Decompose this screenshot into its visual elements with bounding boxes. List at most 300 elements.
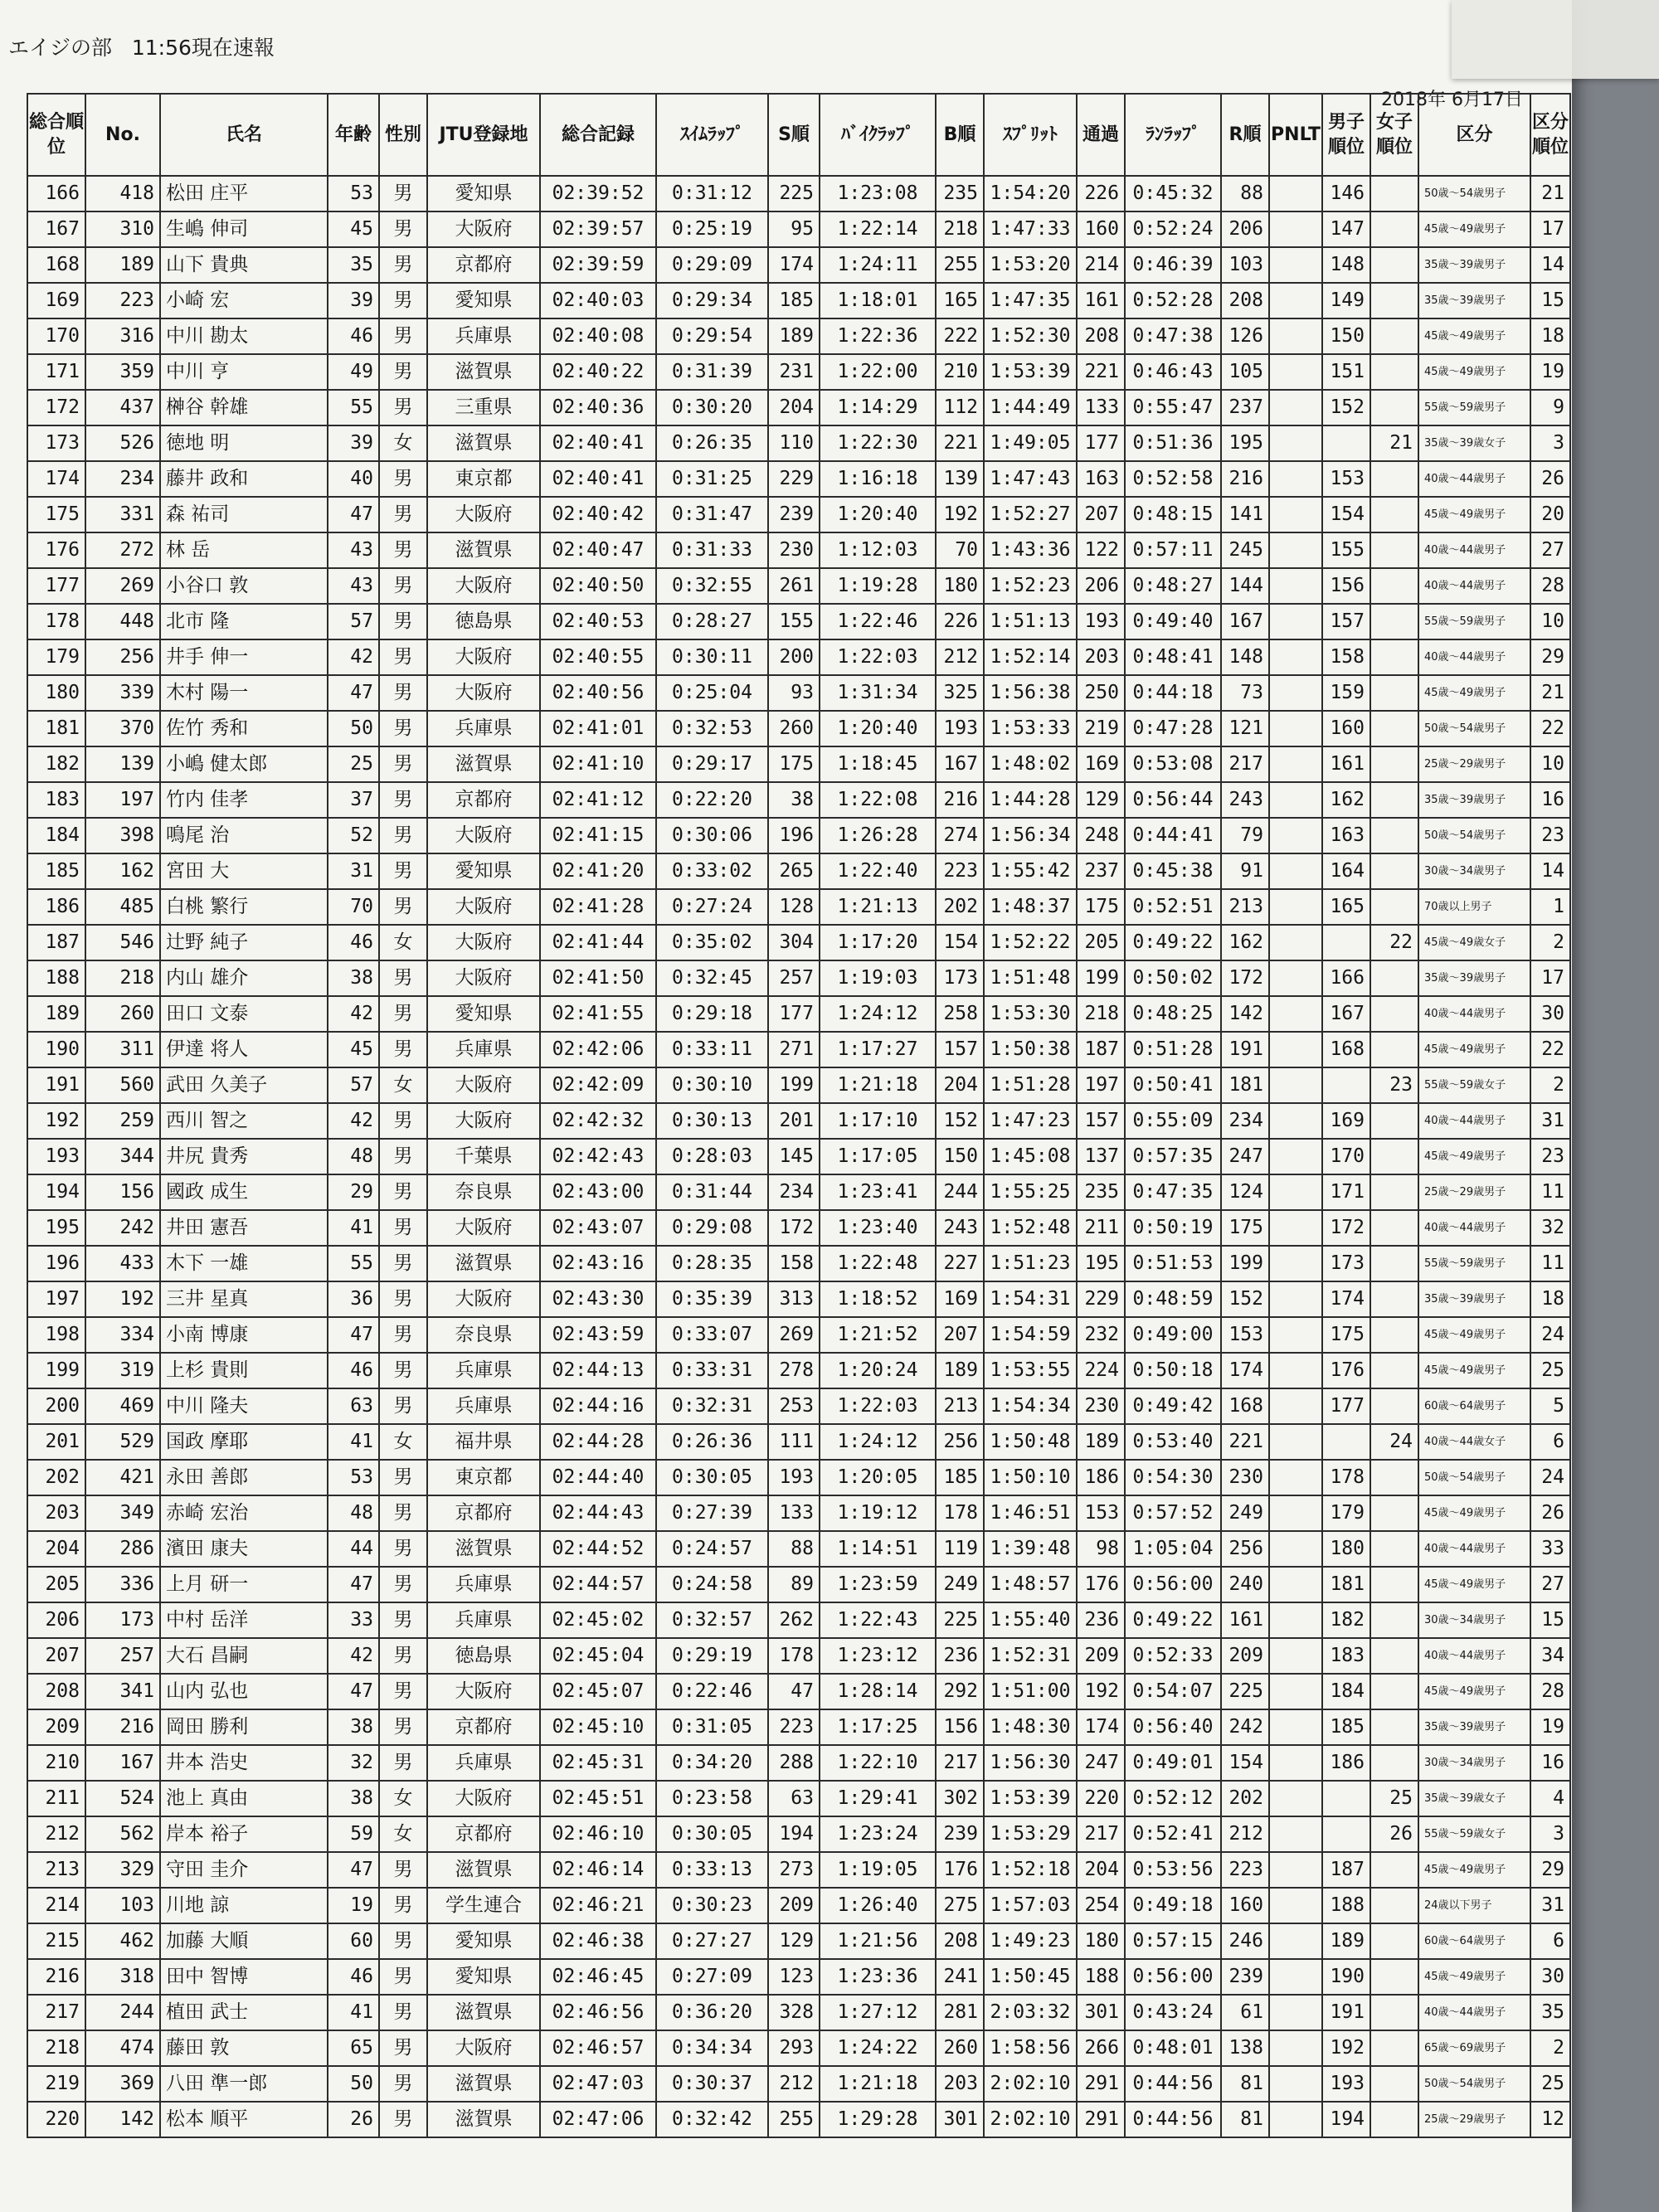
cell-female-rank bbox=[1370, 1602, 1418, 1638]
cell-split-time: 1:46:51 bbox=[984, 1495, 1077, 1531]
cell-penalty bbox=[1269, 1317, 1322, 1353]
cell-bike-lap: 1:20:40 bbox=[820, 497, 936, 532]
cell-jtu-region: 大阪府 bbox=[427, 960, 540, 996]
cell-bib-number: 259 bbox=[85, 1103, 160, 1139]
cell-jtu-region: 大阪府 bbox=[427, 1674, 540, 1709]
cell-category: 45歳～49歳男子 bbox=[1418, 354, 1530, 390]
cell-run-rank: 212 bbox=[1221, 1816, 1269, 1852]
cell-overall-rank: 185 bbox=[27, 853, 85, 889]
cell-bike-lap: 1:19:12 bbox=[820, 1495, 936, 1531]
cell-run-lap: 0:52:33 bbox=[1125, 1638, 1221, 1674]
cell-category: 35歳～39歳男子 bbox=[1418, 960, 1530, 996]
cell-male-rank: 184 bbox=[1322, 1674, 1370, 1709]
cell-jtu-region: 京都府 bbox=[427, 1709, 540, 1745]
cell-jtu-region: 滋賀県 bbox=[427, 1246, 540, 1281]
cell-jtu-region: 大阪府 bbox=[427, 818, 540, 853]
cell-run-rank: 223 bbox=[1221, 1852, 1269, 1888]
cell-swim-rank: 172 bbox=[768, 1210, 820, 1246]
cell-category-rank: 9 bbox=[1530, 390, 1570, 425]
cell-split-rank: 204 bbox=[1077, 1852, 1125, 1888]
cell-bike-rank: 244 bbox=[936, 1174, 984, 1210]
cell-bike-rank: 203 bbox=[936, 2066, 984, 2102]
cell-bike-rank: 243 bbox=[936, 1210, 984, 1246]
cell-male-rank bbox=[1322, 1067, 1370, 1103]
cell-split-rank: 193 bbox=[1077, 604, 1125, 639]
column-header-split-rank: 通過 bbox=[1077, 94, 1125, 176]
cell-male-rank: 180 bbox=[1322, 1531, 1370, 1567]
cell-run-lap: 0:45:32 bbox=[1125, 176, 1221, 211]
cell-run-lap: 0:48:27 bbox=[1125, 568, 1221, 604]
cell-bib-number: 524 bbox=[85, 1781, 160, 1816]
table-row bbox=[27, 1959, 1570, 1995]
cell-athlete-name: 大石 昌嗣 bbox=[160, 1638, 328, 1674]
cell-total-time: 02:45:10 bbox=[540, 1709, 656, 1745]
cell-category-rank: 18 bbox=[1530, 318, 1570, 354]
table-row bbox=[27, 782, 1570, 818]
cell-athlete-name: 竹内 佳孝 bbox=[160, 782, 328, 818]
cell-female-rank bbox=[1370, 1531, 1418, 1567]
cell-male-rank: 156 bbox=[1322, 568, 1370, 604]
cell-female-rank bbox=[1370, 1281, 1418, 1317]
cell-swim-rank: 110 bbox=[768, 425, 820, 461]
cell-age: 50 bbox=[328, 2066, 379, 2102]
cell-jtu-region: 京都府 bbox=[427, 782, 540, 818]
cell-run-rank: 91 bbox=[1221, 853, 1269, 889]
cell-male-rank: 190 bbox=[1322, 1959, 1370, 1995]
cell-male-rank: 192 bbox=[1322, 2030, 1370, 2066]
cell-athlete-name: 岡田 勝利 bbox=[160, 1709, 328, 1745]
cell-run-lap: 0:53:40 bbox=[1125, 1424, 1221, 1460]
cell-swim-lap: 0:31:33 bbox=[656, 532, 768, 568]
cell-bike-rank: 218 bbox=[936, 211, 984, 247]
table-row bbox=[27, 176, 1570, 211]
cell-total-time: 02:46:57 bbox=[540, 2030, 656, 2066]
cell-split-time: 1:57:03 bbox=[984, 1888, 1077, 1923]
cell-swim-lap: 0:30:37 bbox=[656, 2066, 768, 2102]
cell-swim-rank: 196 bbox=[768, 818, 820, 853]
cell-category-rank: 32 bbox=[1530, 1210, 1570, 1246]
cell-jtu-region: 愛知県 bbox=[427, 176, 540, 211]
table-row bbox=[27, 1032, 1570, 1067]
cell-category-rank: 27 bbox=[1530, 1567, 1570, 1602]
cell-split-time: 1:55:42 bbox=[984, 853, 1077, 889]
cell-athlete-name: 松本 順平 bbox=[160, 2102, 328, 2137]
cell-total-time: 02:45:51 bbox=[540, 1781, 656, 1816]
cell-bike-lap: 1:23:40 bbox=[820, 1210, 936, 1246]
cell-female-rank bbox=[1370, 639, 1418, 675]
cell-category: 45歳～49歳男子 bbox=[1418, 1139, 1530, 1174]
cell-category-rank: 28 bbox=[1530, 1674, 1570, 1709]
cell-penalty bbox=[1269, 1531, 1322, 1567]
cell-male-rank: 158 bbox=[1322, 639, 1370, 675]
cell-penalty bbox=[1269, 1995, 1322, 2030]
cell-gender: 男 bbox=[379, 1317, 427, 1353]
cell-run-lap: 0:49:40 bbox=[1125, 604, 1221, 639]
cell-run-rank: 195 bbox=[1221, 425, 1269, 461]
cell-overall-rank: 181 bbox=[27, 711, 85, 746]
cell-split-time: 1:58:56 bbox=[984, 2030, 1077, 2066]
cell-penalty bbox=[1269, 1495, 1322, 1531]
cell-split-time: 1:52:18 bbox=[984, 1852, 1077, 1888]
cell-split-rank: 180 bbox=[1077, 1923, 1125, 1959]
cell-run-rank: 213 bbox=[1221, 889, 1269, 925]
cell-age: 50 bbox=[328, 711, 379, 746]
table-row bbox=[27, 746, 1570, 782]
cell-bike-lap: 1:20:24 bbox=[820, 1353, 936, 1388]
cell-bib-number: 369 bbox=[85, 2066, 160, 2102]
cell-split-rank: 163 bbox=[1077, 461, 1125, 497]
cell-jtu-region: 奈良県 bbox=[427, 1174, 540, 1210]
column-header-male-rank: 男子順位 bbox=[1322, 94, 1370, 176]
cell-gender: 男 bbox=[379, 1709, 427, 1745]
cell-male-rank: 187 bbox=[1322, 1852, 1370, 1888]
cell-age: 26 bbox=[328, 2102, 379, 2137]
cell-jtu-region: 兵庫県 bbox=[427, 318, 540, 354]
cell-category: 30歳～34歳男子 bbox=[1418, 1745, 1530, 1781]
cell-category-rank: 16 bbox=[1530, 782, 1570, 818]
cell-overall-rank: 202 bbox=[27, 1460, 85, 1495]
cell-gender: 男 bbox=[379, 1674, 427, 1709]
cell-bike-rank: 292 bbox=[936, 1674, 984, 1709]
cell-jtu-region: 大阪府 bbox=[427, 1103, 540, 1139]
cell-bib-number: 103 bbox=[85, 1888, 160, 1923]
table-row bbox=[27, 889, 1570, 925]
cell-run-lap: 0:52:24 bbox=[1125, 211, 1221, 247]
cell-category: 40歳～44歳男子 bbox=[1418, 1995, 1530, 2030]
cell-female-rank bbox=[1370, 1852, 1418, 1888]
cell-split-rank: 211 bbox=[1077, 1210, 1125, 1246]
cell-athlete-name: 川地 諒 bbox=[160, 1888, 328, 1923]
cell-female-rank bbox=[1370, 1745, 1418, 1781]
cell-gender: 男 bbox=[379, 746, 427, 782]
cell-overall-rank: 207 bbox=[27, 1638, 85, 1674]
table-row bbox=[27, 960, 1570, 996]
cell-male-rank: 163 bbox=[1322, 818, 1370, 853]
cell-total-time: 02:46:38 bbox=[540, 1923, 656, 1959]
cell-penalty bbox=[1269, 925, 1322, 960]
cell-swim-lap: 0:33:07 bbox=[656, 1317, 768, 1353]
cell-run-lap: 0:53:08 bbox=[1125, 746, 1221, 782]
cell-penalty bbox=[1269, 818, 1322, 853]
cell-gender: 男 bbox=[379, 1246, 427, 1281]
cell-male-rank: 165 bbox=[1322, 889, 1370, 925]
cell-split-rank: 177 bbox=[1077, 425, 1125, 461]
cell-penalty bbox=[1269, 247, 1322, 283]
cell-split-rank: 157 bbox=[1077, 1103, 1125, 1139]
cell-jtu-region: 徳島県 bbox=[427, 1638, 540, 1674]
cell-overall-rank: 166 bbox=[27, 176, 85, 211]
cell-total-time: 02:44:28 bbox=[540, 1424, 656, 1460]
cell-penalty bbox=[1269, 675, 1322, 711]
cell-overall-rank: 203 bbox=[27, 1495, 85, 1531]
cell-category: 45歳～49歳男子 bbox=[1418, 1317, 1530, 1353]
cell-total-time: 02:40:41 bbox=[540, 425, 656, 461]
cell-overall-rank: 192 bbox=[27, 1103, 85, 1139]
cell-category-rank: 1 bbox=[1530, 889, 1570, 925]
cell-athlete-name: 小崎 宏 bbox=[160, 283, 328, 318]
cell-run-lap: 0:49:18 bbox=[1125, 1888, 1221, 1923]
cell-bib-number: 156 bbox=[85, 1174, 160, 1210]
cell-athlete-name: 国政 摩耶 bbox=[160, 1424, 328, 1460]
cell-split-rank: 192 bbox=[1077, 1674, 1125, 1709]
cell-category: 35歳～39歳男子 bbox=[1418, 247, 1530, 283]
cell-swim-rank: 89 bbox=[768, 1567, 820, 1602]
cell-category: 45歳～49歳男子 bbox=[1418, 1032, 1530, 1067]
cell-gender: 男 bbox=[379, 889, 427, 925]
cell-age: 40 bbox=[328, 461, 379, 497]
cell-category-rank: 12 bbox=[1530, 2102, 1570, 2137]
cell-split-time: 1:54:34 bbox=[984, 1388, 1077, 1424]
table-row bbox=[27, 1210, 1570, 1246]
cell-run-lap: 0:52:41 bbox=[1125, 1816, 1221, 1852]
cell-gender: 男 bbox=[379, 639, 427, 675]
cell-total-time: 02:47:03 bbox=[540, 2066, 656, 2102]
cell-jtu-region: 大阪府 bbox=[427, 1281, 540, 1317]
cell-gender: 男 bbox=[379, 2030, 427, 2066]
cell-jtu-region: 兵庫県 bbox=[427, 1745, 540, 1781]
cell-bib-number: 269 bbox=[85, 568, 160, 604]
cell-athlete-name: 白桃 繁行 bbox=[160, 889, 328, 925]
cell-run-rank: 174 bbox=[1221, 1353, 1269, 1388]
cell-age: 32 bbox=[328, 1745, 379, 1781]
cell-split-time: 1:53:30 bbox=[984, 996, 1077, 1032]
cell-penalty bbox=[1269, 1567, 1322, 1602]
cell-bike-lap: 1:19:28 bbox=[820, 568, 936, 604]
cell-run-rank: 209 bbox=[1221, 1638, 1269, 1674]
table-row bbox=[27, 1246, 1570, 1281]
cell-athlete-name: 岸本 裕子 bbox=[160, 1816, 328, 1852]
cell-split-rank: 153 bbox=[1077, 1495, 1125, 1531]
cell-bike-rank: 165 bbox=[936, 283, 984, 318]
cell-swim-lap: 0:31:25 bbox=[656, 461, 768, 497]
cell-age: 43 bbox=[328, 568, 379, 604]
cell-female-rank bbox=[1370, 1959, 1418, 1995]
cell-split-rank: 197 bbox=[1077, 1067, 1125, 1103]
cell-athlete-name: 三井 星真 bbox=[160, 1281, 328, 1317]
column-header-split-time: ｽﾌﾟﾘｯﾄ bbox=[984, 94, 1077, 176]
cell-run-lap: 0:50:41 bbox=[1125, 1067, 1221, 1103]
cell-split-time: 1:51:13 bbox=[984, 604, 1077, 639]
cell-category: 70歳以上男子 bbox=[1418, 889, 1530, 925]
cell-age: 53 bbox=[328, 1460, 379, 1495]
cell-bike-rank: 139 bbox=[936, 461, 984, 497]
cell-bike-rank: 185 bbox=[936, 1460, 984, 1495]
cell-female-rank bbox=[1370, 1103, 1418, 1139]
cell-swim-lap: 0:27:39 bbox=[656, 1495, 768, 1531]
cell-bike-lap: 1:24:12 bbox=[820, 1424, 936, 1460]
cell-bike-rank: 216 bbox=[936, 782, 984, 818]
column-header-overall-rank: 総合順位 bbox=[27, 94, 85, 176]
cell-gender: 女 bbox=[379, 425, 427, 461]
cell-penalty bbox=[1269, 1460, 1322, 1495]
cell-athlete-name: 伊達 将人 bbox=[160, 1032, 328, 1067]
cell-split-time: 1:39:48 bbox=[984, 1531, 1077, 1567]
sheet-heading bbox=[8, 32, 275, 61]
cell-swim-lap: 0:22:46 bbox=[656, 1674, 768, 1709]
cell-female-rank bbox=[1370, 1567, 1418, 1602]
cell-female-rank bbox=[1370, 1388, 1418, 1424]
cell-athlete-name: 内山 雄介 bbox=[160, 960, 328, 996]
cell-overall-rank: 177 bbox=[27, 568, 85, 604]
cell-swim-lap: 0:31:44 bbox=[656, 1174, 768, 1210]
cell-run-lap: 0:50:18 bbox=[1125, 1353, 1221, 1388]
cell-athlete-name: 鳴尾 治 bbox=[160, 818, 328, 853]
cell-penalty bbox=[1269, 568, 1322, 604]
cell-run-rank: 234 bbox=[1221, 1103, 1269, 1139]
cell-gender: 女 bbox=[379, 1424, 427, 1460]
table-row bbox=[27, 853, 1570, 889]
cell-penalty bbox=[1269, 318, 1322, 354]
cell-swim-lap: 0:23:58 bbox=[656, 1781, 768, 1816]
cell-run-lap: 0:57:11 bbox=[1125, 532, 1221, 568]
cell-gender: 男 bbox=[379, 497, 427, 532]
cell-swim-rank: 88 bbox=[768, 1531, 820, 1567]
cell-female-rank: 21 bbox=[1370, 425, 1418, 461]
cell-split-rank: 206 bbox=[1077, 568, 1125, 604]
cell-swim-lap: 0:27:24 bbox=[656, 889, 768, 925]
cell-gender: 男 bbox=[379, 675, 427, 711]
cell-gender: 男 bbox=[379, 1032, 427, 1067]
table-row bbox=[27, 1317, 1570, 1353]
cell-penalty bbox=[1269, 639, 1322, 675]
cell-overall-rank: 172 bbox=[27, 390, 85, 425]
report-time: 11:56現在速報 bbox=[131, 36, 275, 60]
cell-swim-lap: 0:29:18 bbox=[656, 996, 768, 1032]
cell-penalty bbox=[1269, 1674, 1322, 1709]
cell-run-rank: 153 bbox=[1221, 1317, 1269, 1353]
cell-category-rank: 31 bbox=[1530, 1103, 1570, 1139]
cell-jtu-region: 京都府 bbox=[427, 1495, 540, 1531]
cell-split-time: 1:56:38 bbox=[984, 675, 1077, 711]
cell-bib-number: 139 bbox=[85, 746, 160, 782]
cell-split-time: 1:47:35 bbox=[984, 283, 1077, 318]
cell-jtu-region: 大阪府 bbox=[427, 925, 540, 960]
cell-category: 40歳～44歳男子 bbox=[1418, 1638, 1530, 1674]
cell-swim-rank: 95 bbox=[768, 211, 820, 247]
cell-female-rank bbox=[1370, 390, 1418, 425]
cell-bike-rank: 193 bbox=[936, 711, 984, 746]
cell-run-rank: 172 bbox=[1221, 960, 1269, 996]
column-header-run-lap: ﾗﾝﾗｯﾌﾟ bbox=[1125, 94, 1221, 176]
cell-bike-rank: 281 bbox=[936, 1995, 984, 2030]
cell-swim-rank: 271 bbox=[768, 1032, 820, 1067]
cell-split-rank: 188 bbox=[1077, 1959, 1125, 1995]
cell-category-rank: 3 bbox=[1530, 425, 1570, 461]
cell-swim-lap: 0:29:08 bbox=[656, 1210, 768, 1246]
cell-split-time: 1:54:31 bbox=[984, 1281, 1077, 1317]
cell-bike-rank: 241 bbox=[936, 1959, 984, 1995]
cell-athlete-name: 辻野 純子 bbox=[160, 925, 328, 960]
table-row bbox=[27, 1495, 1570, 1531]
cell-male-rank: 146 bbox=[1322, 176, 1370, 211]
cell-penalty bbox=[1269, 1816, 1322, 1852]
cell-split-time: 1:55:25 bbox=[984, 1174, 1077, 1210]
cell-bike-rank: 236 bbox=[936, 1638, 984, 1674]
cell-female-rank bbox=[1370, 354, 1418, 390]
cell-run-rank: 142 bbox=[1221, 996, 1269, 1032]
cell-jtu-region: 大阪府 bbox=[427, 1210, 540, 1246]
cell-age: 45 bbox=[328, 211, 379, 247]
cell-bike-lap: 1:26:28 bbox=[820, 818, 936, 853]
cell-jtu-region: 奈良県 bbox=[427, 1317, 540, 1353]
cell-split-rank: 254 bbox=[1077, 1888, 1125, 1923]
cell-female-rank bbox=[1370, 1032, 1418, 1067]
cell-swim-lap: 0:33:11 bbox=[656, 1032, 768, 1067]
cell-category: 45歳～49歳男子 bbox=[1418, 1353, 1530, 1388]
cell-run-rank: 79 bbox=[1221, 818, 1269, 853]
cell-category-rank: 19 bbox=[1530, 354, 1570, 390]
cell-split-rank: 248 bbox=[1077, 818, 1125, 853]
cell-split-rank: 195 bbox=[1077, 1246, 1125, 1281]
cell-split-rank: 221 bbox=[1077, 354, 1125, 390]
cell-female-rank bbox=[1370, 1674, 1418, 1709]
cell-athlete-name: 中川 勘太 bbox=[160, 318, 328, 354]
cell-female-rank bbox=[1370, 711, 1418, 746]
cell-split-rank: 232 bbox=[1077, 1317, 1125, 1353]
cell-penalty bbox=[1269, 1067, 1322, 1103]
cell-category-rank: 25 bbox=[1530, 1353, 1570, 1388]
cell-swim-rank: 212 bbox=[768, 2066, 820, 2102]
column-header-swim-lap: ｽｲﾑﾗｯﾌﾟ bbox=[656, 94, 768, 176]
cell-category: 60歳～64歳男子 bbox=[1418, 1923, 1530, 1959]
cell-swim-rank: 269 bbox=[768, 1317, 820, 1353]
cell-category: 40歳～44歳男子 bbox=[1418, 639, 1530, 675]
cell-jtu-region: 福井県 bbox=[427, 1424, 540, 1460]
cell-jtu-region: 大阪府 bbox=[427, 2030, 540, 2066]
cell-category-rank: 15 bbox=[1530, 1602, 1570, 1638]
cell-swim-rank: 145 bbox=[768, 1139, 820, 1174]
cell-run-rank: 208 bbox=[1221, 283, 1269, 318]
cell-split-time: 1:53:20 bbox=[984, 247, 1077, 283]
cell-run-rank: 103 bbox=[1221, 247, 1269, 283]
cell-overall-rank: 186 bbox=[27, 889, 85, 925]
cell-split-time: 2:02:10 bbox=[984, 2102, 1077, 2137]
cell-run-lap: 0:46:39 bbox=[1125, 247, 1221, 283]
table-row bbox=[27, 1424, 1570, 1460]
cell-male-rank: 188 bbox=[1322, 1888, 1370, 1923]
cell-male-rank: 179 bbox=[1322, 1495, 1370, 1531]
table-row bbox=[27, 247, 1570, 283]
cell-penalty bbox=[1269, 1602, 1322, 1638]
cell-split-rank: 291 bbox=[1077, 2066, 1125, 2102]
cell-run-rank: 73 bbox=[1221, 675, 1269, 711]
cell-swim-lap: 0:32:45 bbox=[656, 960, 768, 996]
cell-female-rank bbox=[1370, 996, 1418, 1032]
cell-total-time: 02:44:57 bbox=[540, 1567, 656, 1602]
cell-bib-number: 437 bbox=[85, 390, 160, 425]
cell-split-time: 2:02:10 bbox=[984, 2066, 1077, 2102]
cell-gender: 女 bbox=[379, 1067, 427, 1103]
cell-male-rank: 169 bbox=[1322, 1103, 1370, 1139]
cell-jtu-region: 兵庫県 bbox=[427, 711, 540, 746]
cell-bike-rank: 70 bbox=[936, 532, 984, 568]
cell-split-time: 1:52:22 bbox=[984, 925, 1077, 960]
table-row bbox=[27, 604, 1570, 639]
cell-bike-lap: 1:22:10 bbox=[820, 1745, 936, 1781]
cell-bike-lap: 1:24:22 bbox=[820, 2030, 936, 2066]
table-row bbox=[27, 390, 1570, 425]
cell-bib-number: 286 bbox=[85, 1531, 160, 1567]
cell-run-rank: 239 bbox=[1221, 1959, 1269, 1995]
cell-run-lap: 0:48:59 bbox=[1125, 1281, 1221, 1317]
cell-run-rank: 175 bbox=[1221, 1210, 1269, 1246]
cell-penalty bbox=[1269, 1246, 1322, 1281]
cell-bike-lap: 1:24:11 bbox=[820, 247, 936, 283]
cell-run-lap: 0:49:22 bbox=[1125, 1602, 1221, 1638]
cell-penalty bbox=[1269, 283, 1322, 318]
cell-bib-number: 474 bbox=[85, 2030, 160, 2066]
cell-swim-rank: 257 bbox=[768, 960, 820, 996]
